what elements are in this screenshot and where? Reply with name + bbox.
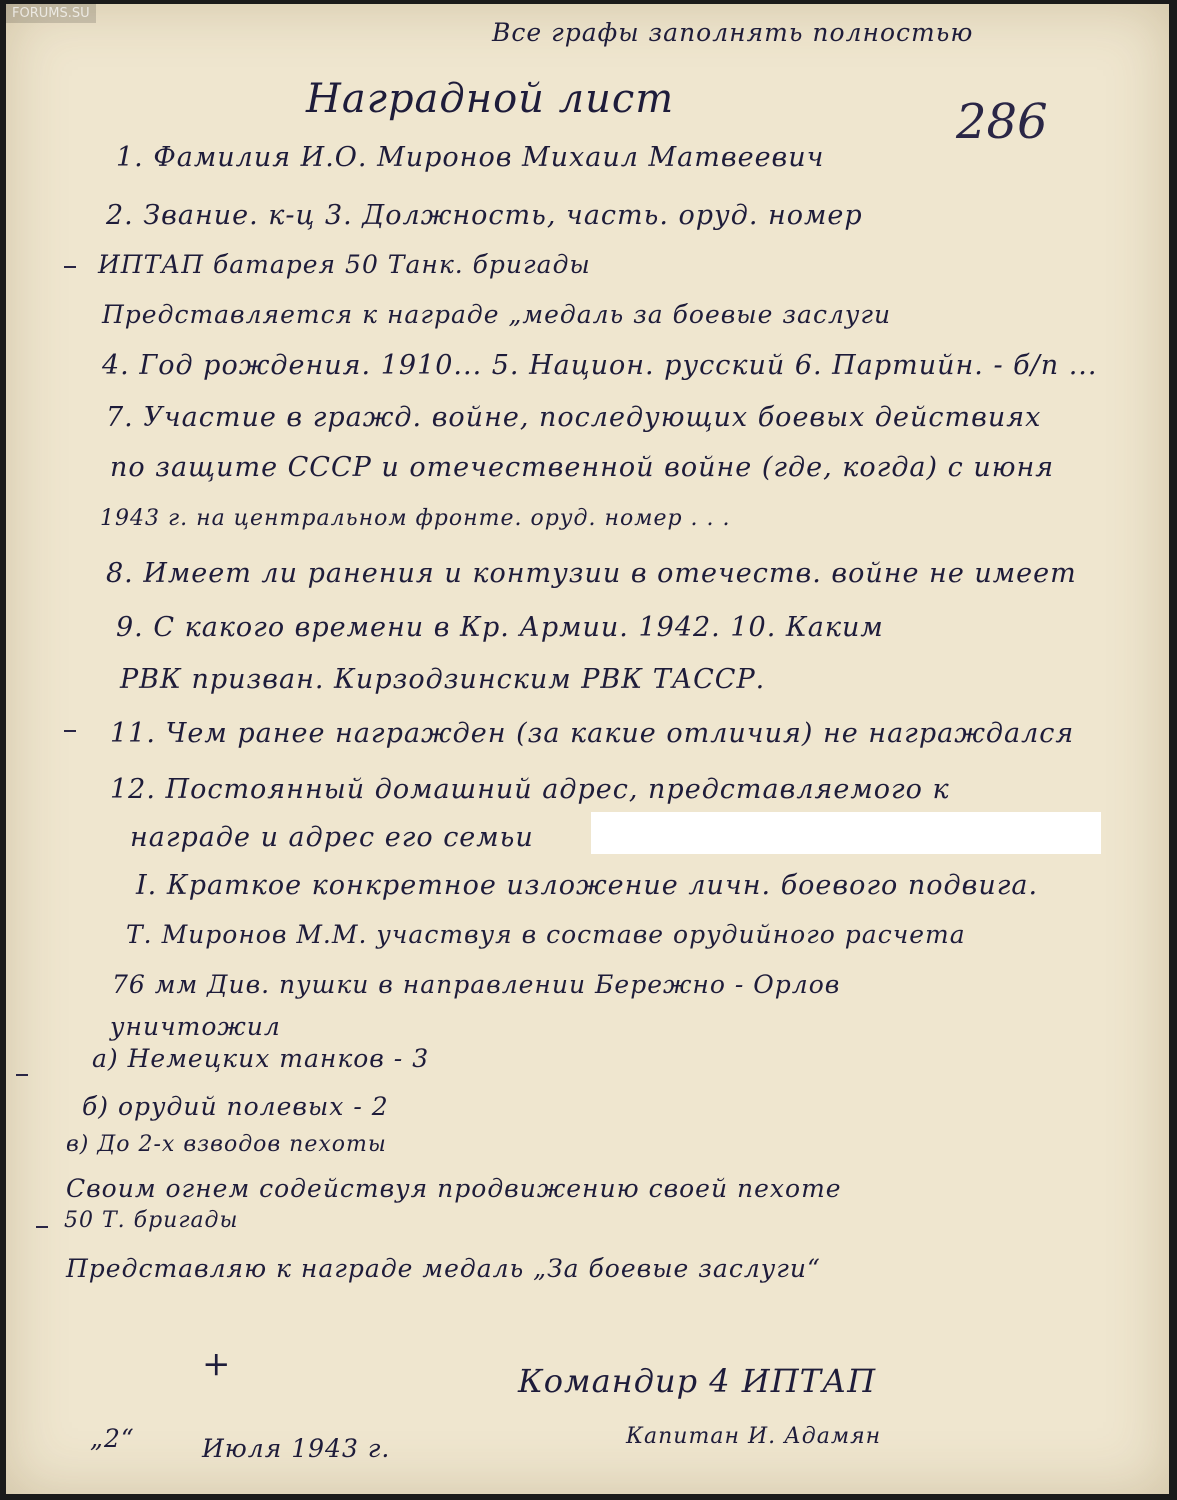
field-draft-office: РВК призван. Кирзодзинским РВК ТАССР.: [120, 664, 766, 695]
field-address-1: 12. Постоянный домашний адрес, представляемого к: [110, 774, 950, 805]
watermark-text: FORUMS.SU: [6, 4, 96, 23]
margin-dash: [16, 1074, 28, 1076]
field-award: Представляется к награде „медаль за боевые заслуги: [102, 300, 892, 329]
field-service-start: 9. С какого времени в Кр. Армии. 1942. 10. Каким: [116, 612, 884, 643]
signature-name: Капитан И. Адамян: [626, 1424, 882, 1449]
feat-item-b: б) орудий полевых - 2: [82, 1092, 389, 1121]
number-mark: 286: [956, 94, 1048, 150]
date-month-year: Июля 1943 г.: [202, 1434, 391, 1463]
field-name: 1. Фамилия И.О. Миронов Михаил Матвеевич: [116, 142, 825, 173]
feat-item-c: в) До 2-х взводов пехоты: [66, 1132, 387, 1157]
cross-mark: +: [202, 1344, 232, 1384]
feat-line-1: Т. Миронов М.М. участвуя в составе орудийного расчета: [126, 920, 966, 949]
margin-dash: [64, 730, 76, 732]
feat-heading: I. Краткое конкретное изложение личн. боевого подвига.: [136, 870, 1039, 901]
feat-line-3: уничтожил: [110, 1012, 281, 1041]
award-sheet: [6, 4, 1169, 1494]
field-unit: ИПТАП батарея 50 Танк. бригады: [98, 250, 591, 279]
signature-commander: Командир 4 ИПТАП: [518, 1362, 877, 1400]
field-participation-2: по защите СССР и отечественной войне (где, когда) с июня: [110, 452, 1055, 483]
header-note: Все графы заполнять полностью: [492, 18, 974, 47]
field-wounds: 8. Имеет ли ранения и контузии в отечеств. войне не имеет: [106, 558, 1077, 589]
feat-line-4: Своим огнем содействуя продвижению своей пехоте: [66, 1174, 842, 1203]
field-address-2: награде и адрес его семьи: [130, 822, 534, 853]
feat-line-6: Представляю к награде медаль „За боевые заслуги“: [66, 1254, 821, 1283]
field-previous-awards: 11. Чем ранее награжден (за какие отличия) не награждался: [110, 718, 1075, 749]
redacted-address: [591, 812, 1101, 854]
field-birth-nation-party: 4. Год рождения. 1910... 5. Национ. русский 6. Партийн. - б/п ...: [102, 350, 1098, 381]
feat-item-a: а) Немецких танков - 3: [92, 1044, 430, 1073]
field-rank-position: 2. Звание. к-ц 3. Должность, часть. оруд. номер: [106, 200, 863, 231]
feat-line-2: 76 мм Див. пушки в направлении Бережно - Орлов: [112, 970, 841, 999]
page-title: Наградной лист: [306, 76, 675, 122]
margin-dash: [64, 266, 76, 268]
field-participation-1: 7. Участие в гражд. войне, последующих боевых действиях: [106, 402, 1042, 433]
date-day: „2“: [90, 1424, 135, 1453]
feat-line-5: 50 Т. бригады: [64, 1208, 239, 1233]
margin-dash: [36, 1226, 48, 1228]
field-participation-3: 1943 г. на центральном фронте. оруд. номер . . .: [100, 506, 731, 531]
